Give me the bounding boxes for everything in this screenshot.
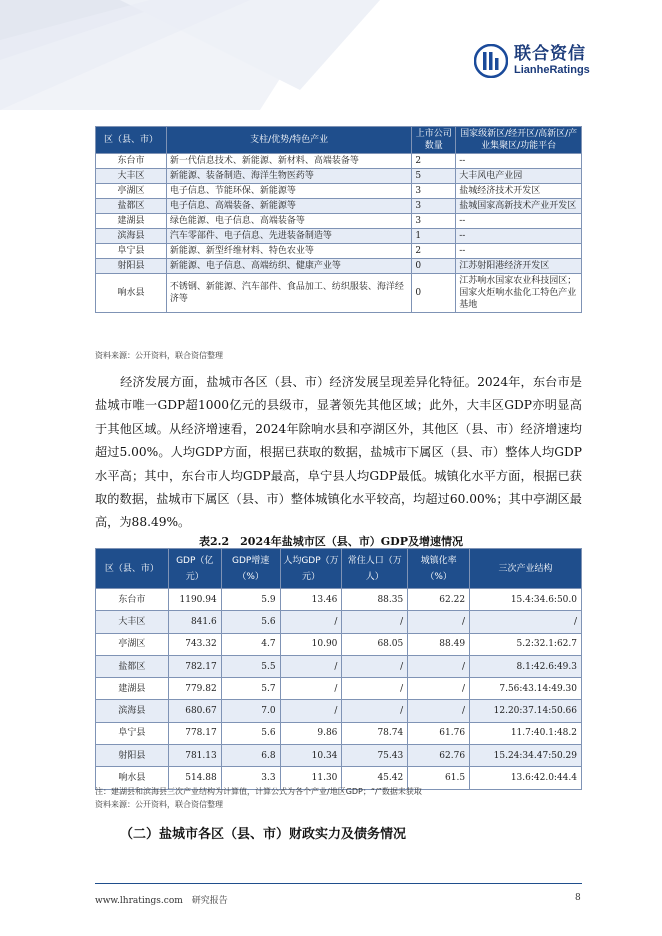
cell-count: 3 [412,199,456,214]
table-row [96,259,582,274]
cell-per-capita: / [280,611,342,633]
table2-note: 注：建湖县和滨海县三次产业结构为计算值，计算公式为各个产业/地区GDP；“/”数据未获取 [95,787,422,796]
cell-structure: 11.7:40.1:48.2 [470,722,582,744]
cell-urbanization: / [408,611,470,633]
cell-structure: 8.1:42.6:49.3 [470,655,582,677]
economy-paragraph-text: 经济发展方面，盐城市各区（县、市）经济发展呈现差异化特征。2024年，东台市是盐城市唯一GDP超1000亿元的县级市，显著领先其他区域；此外，大丰区GDP亦明显高于其他区域。从经济增速看，2024年除响水县和亭湖区外，其他区（县、市）经济增速均超过5.00%。人均GDP方面，根据已获取的数据，盐城市下属区（县、市）整体人均GDP水平高；其中，东台市人均GDP最高，阜宁县人均GDP最低。城镇化水平方面，根据已获取的数据，盐城市下属区（县、市）整体城镇化水平较高，均超过60.00%；其中亭湖区最高，为88.49%。 [95,375,582,530]
cell-growth: 7.0 [221,700,280,722]
brand-logo [474,44,590,78]
cell-population: / [342,678,408,700]
cell-district: 射阳县 [96,259,167,274]
table-row [96,700,582,722]
cell-per-capita: 13.46 [280,589,342,611]
header-gdp: GDP（亿元） [168,549,221,589]
cell-structure: 15.4:34.6:50.0 [470,589,582,611]
cell-platform: -- [456,154,582,169]
cell-population: / [342,611,408,633]
cell-structure: / [470,611,582,633]
cell-count: 0 [412,259,456,274]
cell-structure: 13.6:42.0:44.4 [470,767,582,789]
cell-count: 2 [412,154,456,169]
table-row [96,184,582,199]
cell-population: 88.35 [342,589,408,611]
cell-district: 响水县 [96,274,167,313]
cell-per-capita: 9.86 [280,722,342,744]
cell-urbanization: 62.76 [408,745,470,767]
cell-platform: 盐城经济技术开发区 [456,184,582,199]
table-row [96,154,582,169]
cell-growth: 3.3 [221,767,280,789]
cell-growth: 5.9 [221,589,280,611]
cell-per-capita: / [280,700,342,722]
table-row [96,274,582,313]
cell-gdp: 778.17 [168,722,221,744]
cell-industry: 绿色能源、电子信息、高端装备等 [166,214,411,229]
table2-source: 资料来源：公开资料，联合资信整理 [95,800,223,809]
cell-district: 盐都区 [96,655,169,677]
cell-platform: -- [456,214,582,229]
header-district: 区（县、市） [96,549,169,589]
cell-growth: 5.6 [221,611,280,633]
cell-count: 3 [412,214,456,229]
lianhe-logo-icon [474,44,508,78]
table-row [96,229,582,244]
cell-gdp: 779.82 [168,678,221,700]
table1-source: 资料来源：公开资料，联合资信整理 [95,351,223,360]
cell-urbanization: / [408,655,470,677]
cell-district: 射阳县 [96,745,169,767]
cell-district: 亭湖区 [96,633,169,655]
header-industry-structure: 三次产业结构 [470,549,582,589]
table-row [96,199,582,214]
cell-platform: -- [456,244,582,259]
cell-population: / [342,655,408,677]
header-platforms: 国家级新区/经开区/高新区/产业集聚区/功能平台 [456,127,582,154]
table-row [96,611,582,633]
header-district: 区（县、市） [96,127,167,154]
cell-gdp: 781.13 [168,745,221,767]
cell-growth: 6.8 [221,745,280,767]
header-population: 常住人口（万人） [342,549,408,589]
table-row [96,214,582,229]
cell-per-capita: / [280,655,342,677]
page-number: 8 [575,893,581,903]
cell-structure: 5.2:32.1:62.7 [470,633,582,655]
cell-urbanization: / [408,678,470,700]
cell-urbanization: / [408,700,470,722]
cell-per-capita: / [280,678,342,700]
cell-industry: 新能源、电子信息、高端纺织、健康产业等 [166,259,411,274]
cell-population: / [342,700,408,722]
cell-district: 阜宁县 [96,722,169,744]
cell-growth: 5.7 [221,678,280,700]
header-urbanization: 城镇化率（%） [408,549,470,589]
cell-gdp: 841.6 [168,611,221,633]
cell-district: 建湖县 [96,214,167,229]
cell-platform: 江苏响水国家农业科技园区；国家火炬响水盐化工特色产业基地 [456,274,582,313]
table-row [96,655,582,677]
cell-platform: 盐城国家高新技术产业开发区 [456,199,582,214]
table-row [96,169,582,184]
table-row [96,722,582,744]
cell-district: 建湖县 [96,678,169,700]
industry-table [95,126,582,313]
cell-urbanization: 88.49 [408,633,470,655]
cell-urbanization: 61.5 [408,767,470,789]
header-gdp-growth: GDP增速（%） [221,549,280,589]
cell-industry: 新能源、装备制造、海洋生物医药等 [166,169,411,184]
cell-structure: 15.24:34.47:50.29 [470,745,582,767]
cell-gdp: 680.67 [168,700,221,722]
header-industry: 支柱/优势/特色产业 [166,127,411,154]
cell-structure: 12.20:37.14:50.66 [470,700,582,722]
cell-district: 东台市 [96,154,167,169]
cell-count: 2 [412,244,456,259]
cell-population: 45.42 [342,767,408,789]
cell-industry: 新一代信息技术、新能源、新材料、高端装备等 [166,154,411,169]
cell-industry: 电子信息、节能环保、新能源等 [166,184,411,199]
table-row [96,678,582,700]
cell-growth: 4.7 [221,633,280,655]
cell-urbanization: 62.22 [408,589,470,611]
logo-cn-text: 联合资信 [514,44,586,64]
cell-district: 滨海县 [96,229,167,244]
cell-gdp: 743.32 [168,633,221,655]
table-row [96,244,582,259]
gdp-table [95,548,582,790]
cell-structure: 7.56:43.14:49.30 [470,678,582,700]
gdp-table-header [96,549,582,589]
footer-divider [95,883,582,884]
table-row [96,633,582,655]
cell-count: 3 [412,184,456,199]
cell-district: 阜宁县 [96,244,167,259]
cell-industry: 新能源、新型纤维材料、特色农业等 [166,244,411,259]
table-row [96,745,582,767]
cell-urbanization: 61.76 [408,722,470,744]
footer-site: www.lhratings.com 研究报告 [95,896,228,906]
cell-district: 东台市 [96,589,169,611]
cell-platform: 大丰风电产业园 [456,169,582,184]
cell-industry: 电子信息、高端装备、新能源等 [166,199,411,214]
section-heading: （二）盐城市各区（县、市）财政实力及债务情况 [120,827,407,842]
cell-population: 78.74 [342,722,408,744]
table2-caption: 表2.2 2024年盐城市区（县、市）GDP及增速情况 [199,535,463,548]
cell-gdp: 782.17 [168,655,221,677]
header-gdp-per-capita: 人均GDP（万元） [280,549,342,589]
table-row [96,589,582,611]
cell-per-capita: 10.34 [280,745,342,767]
cell-district: 大丰区 [96,611,169,633]
industry-table-header [96,127,582,154]
cell-gdp: 514.88 [168,767,221,789]
cell-growth: 5.5 [221,655,280,677]
cell-population: 68.05 [342,633,408,655]
cell-count: 1 [412,229,456,244]
cell-gdp: 1190.94 [168,589,221,611]
cell-count: 0 [412,274,456,313]
cell-growth: 5.6 [221,722,280,744]
cell-platform: 江苏射阳港经济开发区 [456,259,582,274]
cell-per-capita: 10.90 [280,633,342,655]
cell-population: 75.43 [342,745,408,767]
cell-district: 响水县 [96,767,169,789]
header-listed-companies: 上市公司数量 [412,127,456,154]
cell-platform: -- [456,229,582,244]
cell-industry: 汽车零部件、电子信息、先进装备制造等 [166,229,411,244]
logo-en-text: LianheRatings [514,64,590,76]
cell-industry: 不锈钢、新能源、汽车部件、食品加工、纺织服装、海洋经济等 [166,274,411,313]
economy-paragraph [95,371,582,535]
cell-district: 盐都区 [96,199,167,214]
cell-district: 滨海县 [96,700,169,722]
cell-district: 亭湖区 [96,184,167,199]
cell-per-capita: 11.30 [280,767,342,789]
cell-count: 5 [412,169,456,184]
cell-district: 大丰区 [96,169,167,184]
